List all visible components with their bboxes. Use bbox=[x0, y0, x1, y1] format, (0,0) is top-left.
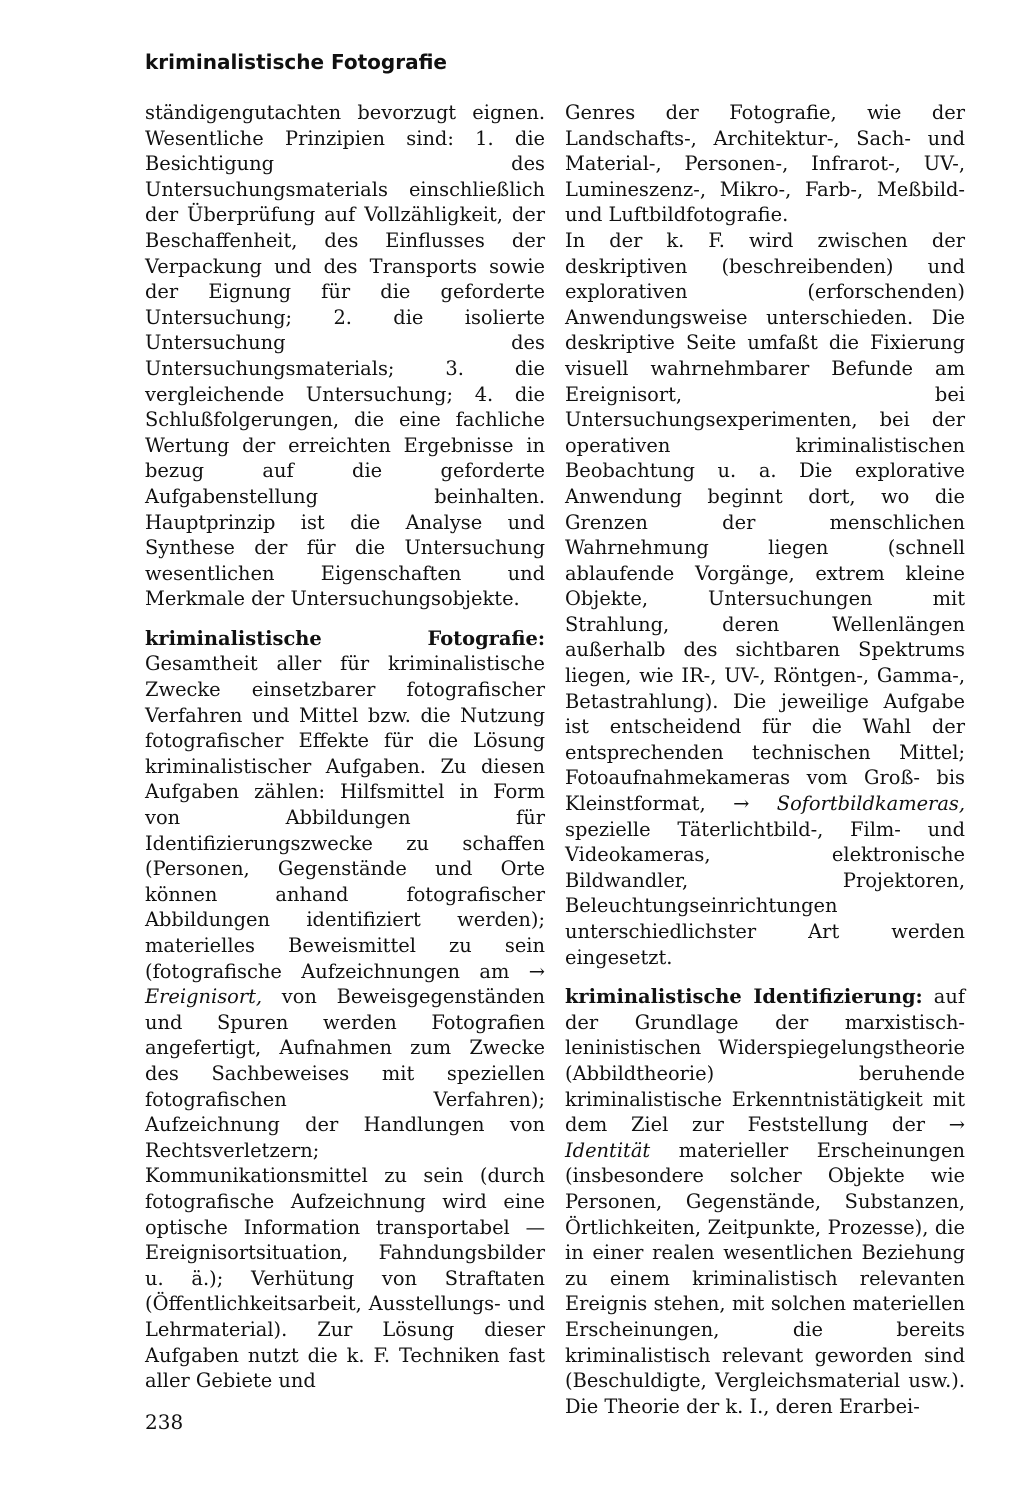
entry-text: materieller Erscheinungen (insbesondere solcher Objekte wie Personen, Gegenstände, Substanzen, Örtlichkeiten, Zeitpunkte, Prozesse), die in einer realen wesentlichen Beziehung zu einem kriminalistisch relevanten Ereignis stehen, mit solchen materiellen Erscheinungen, die bereits kriminalistisch relevant geworden sind (Beschuldigte, Vergleichsmaterial usw.). Die Theorie der k. I., deren Erarbei- bbox=[565, 1138, 965, 1418]
continuation-paragraph: Genres der Fotografie, wie der Landschafts-, Architektur-, Sach- und Material-, Personen-, Infrarot-, UV-, Lumineszenz-, Mikro-, Farb-, Meßbild- und Luftbildfotografie. bbox=[565, 101, 965, 227]
entry-text: von Beweisgegenständen und Spuren werden Fotografien angefertigt, Aufnahmen zum Zwecke des Sachbeweises mit speziellen fotografischen Verfahren); Aufzeichnung der Handlungen von Rechtsverletzern; Kommunikationsmittel zu sein (durch fotografische Aufzeichnung wird eine optische Information transportabel — Ereignisortsituation, Fahndungsbilder u. ä.); Verhütung von Straftaten (Öffentlichkeitsarbeit, Ausstellungs- und Lehrmaterial). Zur Lösung dieser Aufgaben nutzt die k. F. Techniken fast aller Gebiete und bbox=[145, 985, 545, 1393]
paragraph-text: spezielle Täterlichtbild-, Film- und Videokameras, elektronische Bildwandler, Projektoren, Beleuchtungseinrichtungen unterschiedlichster Art werden eingesetzt. bbox=[565, 817, 965, 969]
entry-text: Gesamtheit aller für kriminalistische Zwecke einsetzbarer fotografischer Verfahren und Mittel bzw. die Nutzung fotografischer Effekte für die Lösung kriminalistischer Aufgaben. Zu diesen Aufgaben zählen: Hilfsmittel in Form von Abbildungen für Identifizierungszwecke zu schaffen (Personen, Gegenstände und Orte können anhand fotografischer Abbildungen identifiziert werden); materielles Beweismittel zu sein (fotografische Aufzeichnungen am → bbox=[145, 652, 545, 983]
entry-kriminalistische-fotografie bbox=[145, 626, 545, 1394]
running-head: kriminalistische Fotografie bbox=[145, 50, 447, 74]
paragraph-text: In der k. F. wird zwischen der deskriptiven (beschreibenden) und explorativen (erforschenden) Anwendungsweise unterschieden. Die deskriptive Seite umfaßt die Fixierung visuell wahrnehmbarer Befunde am Ereignisort, bei Untersuchungsexperimenten, bei der operativen kriminalistischen Beobachtung u. a. Die explorative Anwendung beginnt dort, wo die Grenzen der menschlichen Wahrnehmung liegen (schnell ablaufende Vorgänge, extrem kleine Objekte, Untersuchungen mit Strahlung, deren Wellenlängen außerhalb des sichtbaren Spektrums liegen, wie IR-, UV-, Röntgen-, Gamma-, Betastrahlung). Die jeweilige Aufgabe ist entscheidend für die Wahl der entsprechenden technischen Mittel; Fotoaufnahmekameras vom Groß- bis Kleinstformat, → bbox=[565, 228, 965, 816]
left-column bbox=[145, 100, 545, 1394]
entry-lemma: kriminalistische Identifizierung: bbox=[565, 985, 923, 1009]
entry-kriminalistische-identifizierung bbox=[565, 984, 965, 1419]
cross-reference: Ereignisort, bbox=[145, 985, 263, 1009]
page-number: 238 bbox=[145, 1410, 184, 1434]
entry-lemma: kriminalistische Fotografie: bbox=[145, 626, 545, 650]
cross-reference: Sofortbildkameras, bbox=[776, 792, 965, 816]
entry-text: auf der Grundlage der marxistisch-leninistischen Widerspiegelungstheorie (Abbildtheorie) beruhende kriminalistische Erkenntnistätigkeit mit dem Ziel zur Feststellung der → bbox=[565, 985, 965, 1137]
cross-reference: Identität bbox=[565, 1138, 651, 1162]
body-paragraph bbox=[565, 228, 965, 970]
continuation-paragraph: ständigengutachten bevorzugt eignen. Wesentliche Prinzipien sind: 1. die Besichtigung des Untersuchungsmaterials einschließlich der Überprüfung auf Vollzähligkeit, der Beschaffenheit, des Einflusses der Verpackung und des Transports sowie der Eignung für die geforderte Untersuchung; 2. die isolierte Untersuchung des Untersuchungsmaterials; 3. die vergleichende Untersuchung; 4. die Schlußfolgerungen, die eine fachliche Wertung der erreichten Ergebnisse in bezug auf die geforderte Aufgabenstellung beinhalten. Hauptprinzip ist die Analyse und Synthese der für die Untersuchung wesentlichen Eigenschaften und Merkmale der Untersuchungsobjekte. bbox=[145, 101, 545, 611]
right-column bbox=[565, 100, 965, 1419]
